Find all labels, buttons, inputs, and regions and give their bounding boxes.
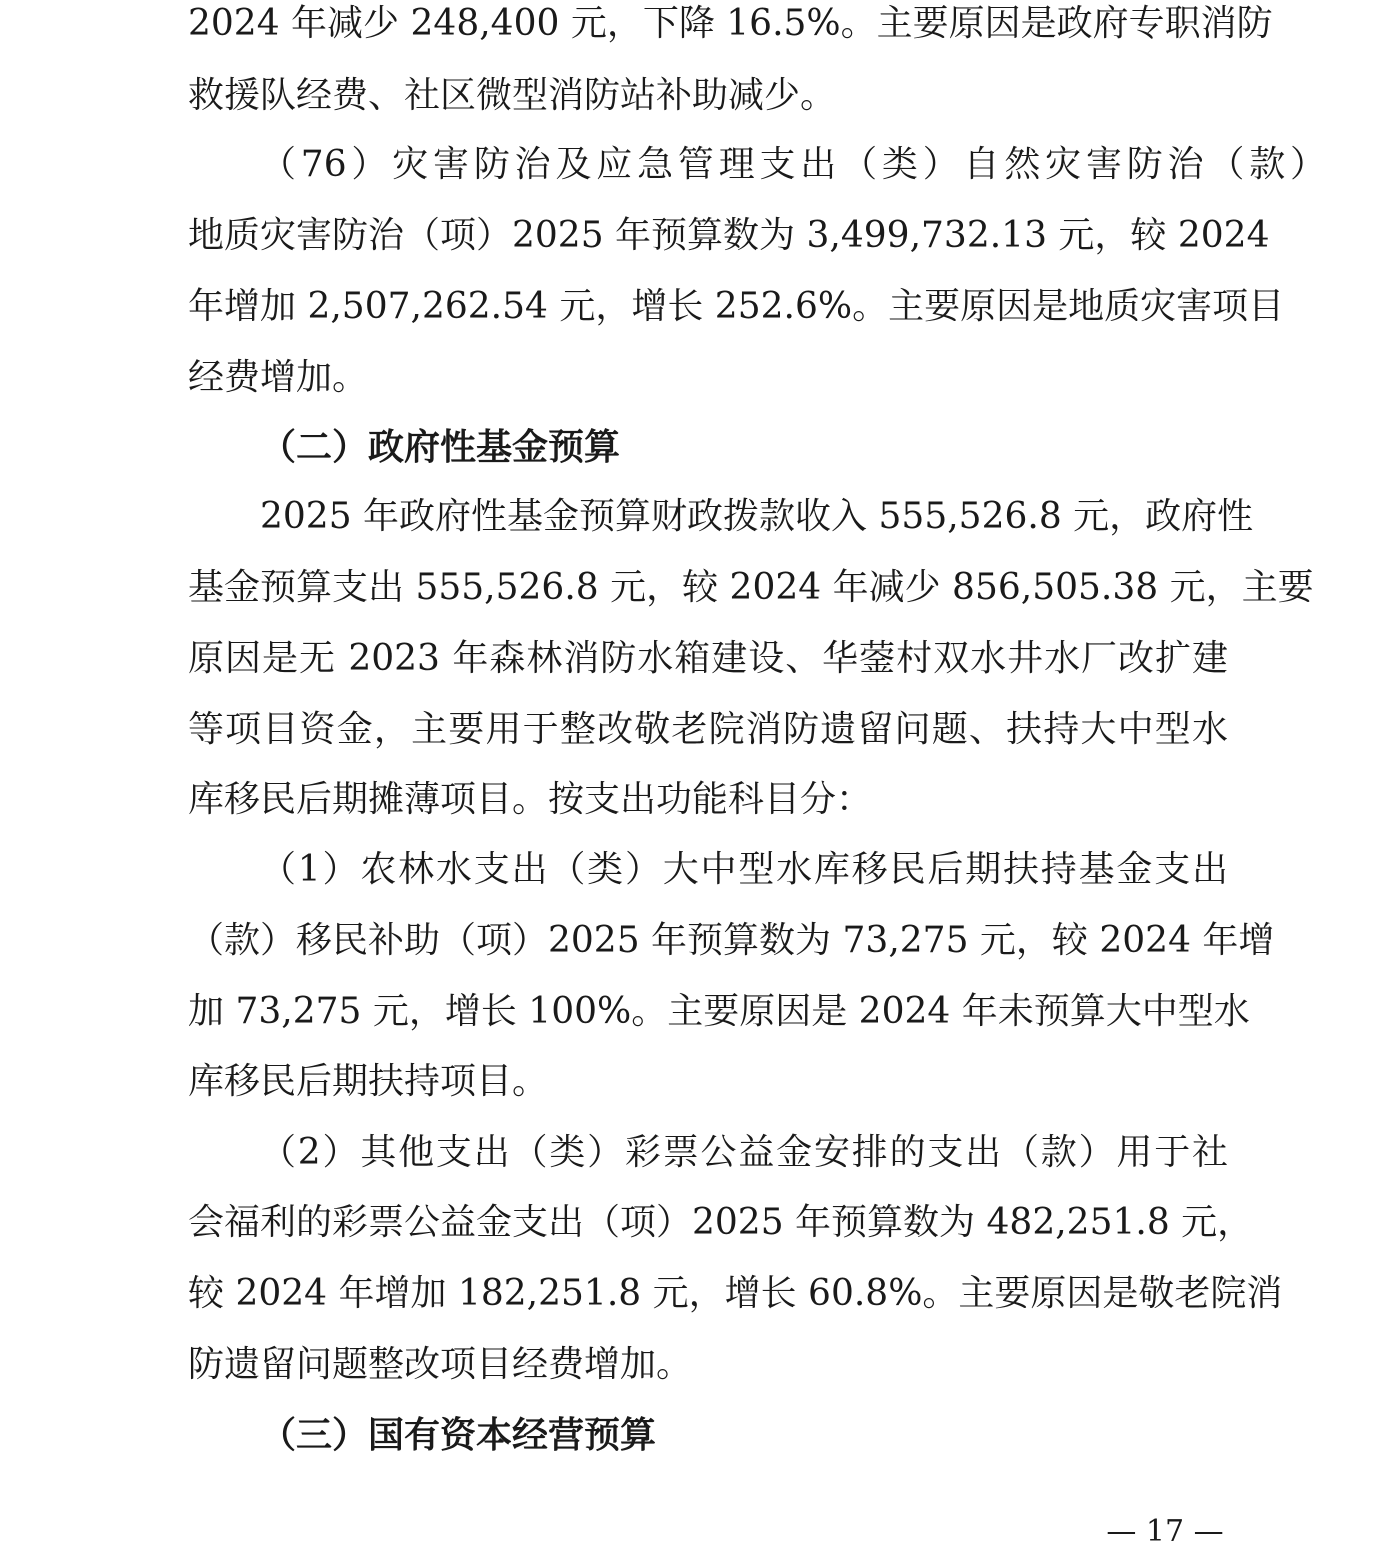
paragraph-line: 库移民后期摊薄项目。按支出功能科目分： xyxy=(188,779,873,820)
section-heading: （三）国有资本经营预算 xyxy=(260,1414,657,1456)
paragraph-line: 较 2024 年增加 182,251.8 元，增长 60.8%。主要原因是敬老院消 xyxy=(188,1273,1283,1314)
paragraph-line: 原因是无 2023 年森林消防水箱建设、华蓥村双水井水厂改扩建 xyxy=(188,638,1228,679)
paragraph-line: 加 73,275 元，增长 100%。主要原因是 2024 年未预算大中型水 xyxy=(188,991,1250,1032)
paragraph-line: 经费增加。 xyxy=(188,357,369,398)
section-heading: （二）政府性基金预算 xyxy=(260,426,621,468)
paragraph-line: （1）农林水支出（类）大中型水库移民后期扶持基金支出 xyxy=(260,849,1228,890)
paragraph-line: 库移民后期扶持项目。 xyxy=(188,1061,549,1102)
paragraph-line: （2）其他支出（类）彩票公益金安排的支出（款）用于社 xyxy=(260,1132,1228,1173)
paragraph-line: 地质灾害防治（项）2025 年预算数为 3,499,732.13 元，较 2024 xyxy=(188,215,1270,256)
paragraph-line: 等项目资金，主要用于整改敬老院消防遗留问题、扶持大中型水 xyxy=(188,709,1228,750)
paragraph-line: （款）移民补助（项）2025 年预算数为 73,275 元，较 2024 年增 xyxy=(188,920,1275,961)
page-number: — 17 — xyxy=(1106,1514,1224,1549)
paragraph-line: 救援队经费、社区微型消防站补助减少。 xyxy=(188,75,837,116)
paragraph-line: 年增加 2,507,262.54 元，增长 252.6%。主要原因是地质灾害项目 xyxy=(188,286,1285,327)
paragraph-line: 防遗留问题整改项目经费增加。 xyxy=(188,1344,693,1385)
paragraph-line: 2025 年政府性基金预算财政拨款收入 555,526.8 元，政府性 xyxy=(260,496,1254,537)
paragraph-line: 会福利的彩票公益金支出（项）2025 年预算数为 482,251.8 元， xyxy=(188,1202,1254,1243)
paragraph-line: （76）灾害防治及应急管理支出（类）自然灾害防治（款） xyxy=(260,144,1326,185)
paragraph-line: 2024 年减少 248,400 元，下降 16.5%。主要原因是政府专职消防 xyxy=(188,3,1273,44)
paragraph-line: 基金预算支出 555,526.8 元，较 2024 年减少 856,505.38 元，主要 xyxy=(188,567,1314,608)
